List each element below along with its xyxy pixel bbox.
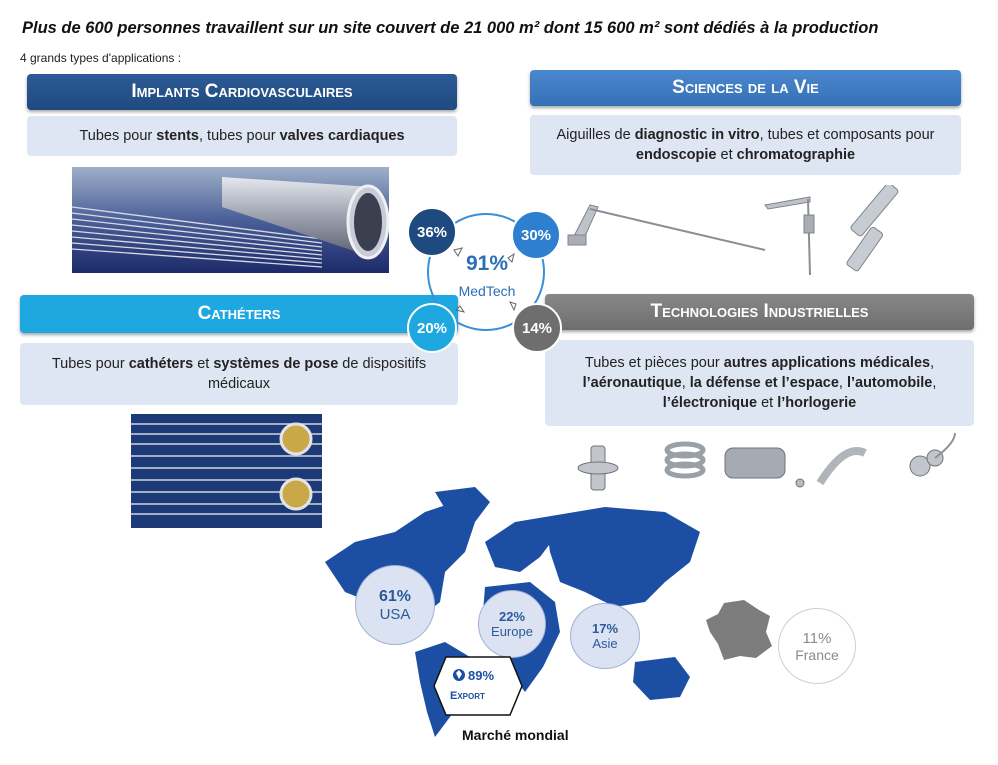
france-circle: [778, 608, 856, 684]
catheters-text: et: [193, 356, 214, 372]
industrial-text: ,: [930, 355, 935, 371]
catheters-panel: [20, 343, 458, 405]
industrial-bold: l’aéronautique: [582, 375, 682, 391]
france-label: France: [795, 646, 839, 663]
europe-pct: 22%: [498, 609, 526, 624]
cardio-tubes-photo: [72, 167, 389, 273]
catheters-text: Tubes pour: [51, 356, 129, 372]
industrial-title: Technologies Industrielles: [650, 301, 869, 322]
cardio-panel: [27, 116, 457, 156]
page-headline: Plus de 600 personnes travaillent sur un site couvert de 21 000 m² dont 15 600 m² sont dédiés à la production: [22, 19, 879, 37]
medtech-value: 91%: [465, 252, 509, 275]
sciences-bold: chromatographie: [736, 147, 856, 163]
catheters-text: de dispositifs médicaux: [207, 356, 427, 392]
industrial-text: et: [757, 395, 778, 411]
asia-circle: [570, 603, 640, 669]
catheter-tubes-photo: [131, 414, 322, 528]
catheters-pct-badge: [407, 303, 457, 353]
medtech-label: MedTech: [458, 283, 516, 299]
usa-label: USA: [379, 605, 411, 623]
sciences-panel: [530, 115, 961, 175]
export-badge: [432, 655, 524, 717]
cardio-pct: 36%: [416, 223, 448, 241]
industrial-pct-badge: [512, 303, 562, 353]
catheters-bold: cathéters: [128, 356, 194, 372]
cardio-text: Tubes pour: [79, 128, 157, 144]
needles-photo: [560, 185, 960, 275]
sciences-text: , tubes et composants pour: [759, 127, 935, 143]
intro-text: 4 grands types d'applications :: [20, 51, 182, 65]
industrial-bold: l’automobile: [846, 375, 933, 391]
france-map: [704, 598, 776, 662]
cardio-bold: stents: [156, 128, 199, 144]
usa-pct: 61%: [378, 587, 412, 605]
cardio-banner: [27, 74, 457, 110]
cardio-bold: valves cardiaques: [279, 128, 405, 144]
catheters-banner: [20, 295, 458, 333]
france-pct: 11%: [802, 629, 832, 647]
industrial-bold: l’horlogerie: [777, 395, 857, 411]
sciences-pct-badge: [511, 210, 561, 260]
sciences-banner: [530, 70, 961, 106]
sciences-text: Aiguilles de: [556, 127, 635, 143]
asia-pct: 17%: [591, 621, 619, 636]
europe-circle: [478, 590, 546, 658]
industrial-banner: [545, 294, 974, 330]
industrial-bold: l’électronique: [662, 395, 758, 411]
industrial-pct: 14%: [521, 319, 553, 337]
sciences-text: et: [716, 147, 737, 163]
industrial-text: Tubes et pièces pour: [584, 355, 724, 371]
asia-label: Asie: [592, 636, 618, 651]
usa-circle: [355, 565, 435, 645]
industrial-bold: la défense et l’espace: [689, 375, 839, 391]
industrial-text: ,: [681, 375, 690, 391]
export-label: Export: [450, 690, 485, 702]
catheters-bold: systèmes de pose: [213, 356, 339, 372]
cardio-title: Implants Cardiovasculaires: [131, 81, 353, 102]
sciences-pct: 30%: [520, 226, 552, 244]
export-pct: 89%: [468, 668, 495, 683]
europe-label: Europe: [491, 624, 533, 639]
industrial-text: ,: [932, 375, 937, 391]
catheters-title: Cathéters: [197, 303, 281, 324]
industrial-panel: [545, 340, 974, 426]
cardio-text: , tubes pour: [199, 128, 280, 144]
industrial-text: ,: [838, 375, 847, 391]
sciences-bold: endoscopie: [635, 147, 717, 163]
market-caption: Marché mondial: [462, 727, 569, 743]
sciences-title: Sciences de la Vie: [672, 77, 819, 98]
catheters-pct: 20%: [416, 319, 448, 337]
cardio-pct-badge: [407, 207, 457, 257]
sciences-bold: diagnostic in vitro: [634, 127, 760, 143]
industrial-bold: autres applications médicales: [723, 355, 931, 371]
